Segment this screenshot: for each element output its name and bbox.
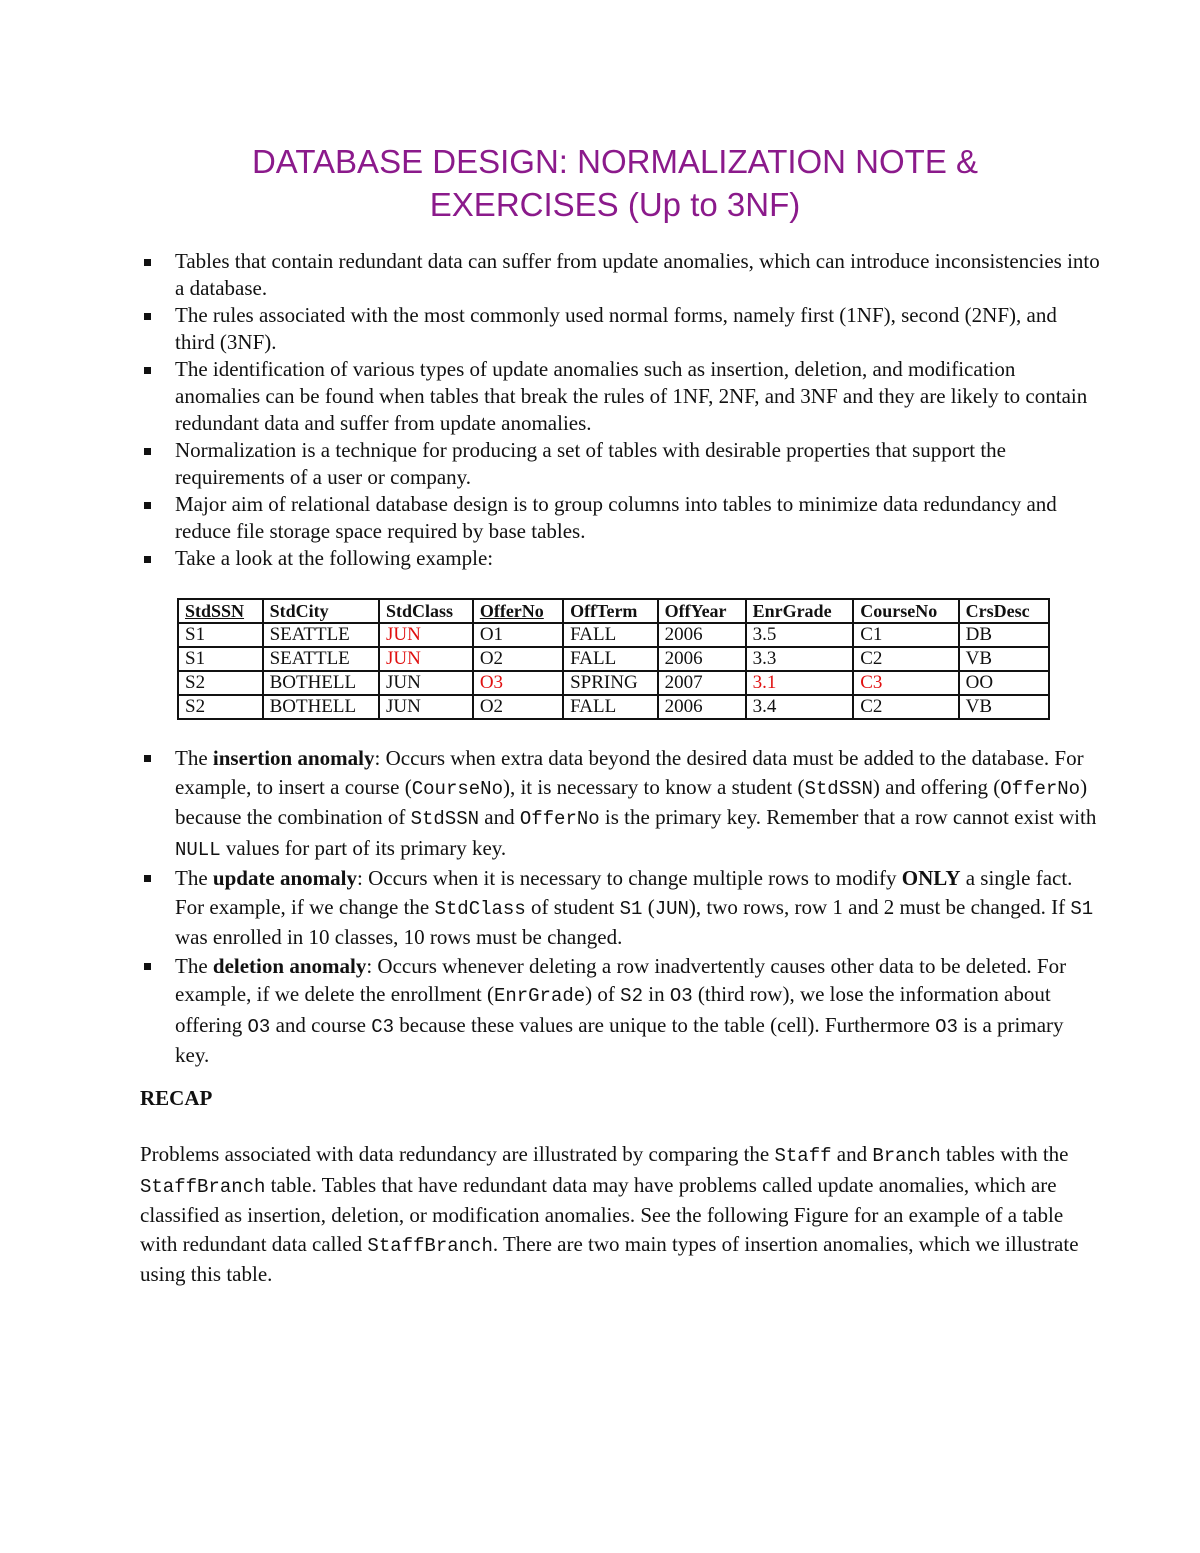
table-cell: SPRING: [563, 671, 657, 695]
table-cell: S1: [178, 623, 263, 647]
header-enrgrade: EnrGrade: [746, 599, 854, 623]
intro-bullet: [140, 302, 1100, 356]
bullet-square-icon: [144, 755, 151, 762]
table-cell: 2006: [658, 647, 746, 671]
table-cell: FALL: [563, 623, 657, 647]
table-cell: BOTHELL: [263, 695, 379, 719]
table-cell-highlighted: C3: [853, 671, 958, 695]
table-cell: 3.4: [746, 695, 854, 719]
bullet-text: Normalization is a technique for producing a set of tables with desirable properties that support the requirements of a user or company.: [175, 438, 1007, 489]
header-courseno: CourseNo: [853, 599, 958, 623]
bullet-text: Major aim of relational database design is to group columns into tables to minimize data redundancy and reduce file storage space required by base tables.: [175, 492, 1057, 543]
table-cell: C1: [853, 623, 958, 647]
table-cell: S1: [178, 647, 263, 671]
intro-bullet: [140, 491, 1100, 545]
header-stdssn: StdSSN: [178, 599, 263, 623]
table-cell: O2: [473, 647, 563, 671]
bullet-text: Take a look at the following example:: [175, 546, 494, 570]
table-cell: VB: [959, 695, 1049, 719]
bullet-square-icon: [144, 313, 151, 320]
table-cell: JUN: [379, 671, 473, 695]
table-cell: O2: [473, 695, 563, 719]
bullet-square-icon: [144, 963, 151, 970]
table-cell: FALL: [563, 647, 657, 671]
deletion-anomaly-bullet: The deletion anomaly: Occurs whenever deleting a row inadvertently causes other data to be deleted. For example, if we delete the enrollment (EnrGrade) of S2 in O3 (third row), we lose the information about offering O3 and course C3 because these values are unique to the table (cell). Furthermore O3 is a primary key.: [140, 952, 1100, 1070]
table-cell: SEATTLE: [263, 647, 379, 671]
table-cell: 2006: [658, 623, 746, 647]
table-cell: C2: [853, 647, 958, 671]
bullet-square-icon: [144, 448, 151, 455]
intro-bullet: [140, 437, 1100, 491]
table-cell-highlighted: O3: [473, 671, 563, 695]
table-cell: JUN: [379, 695, 473, 719]
table-cell: O1: [473, 623, 563, 647]
table-cell: S2: [178, 671, 263, 695]
intro-bullet-list: [140, 248, 1100, 572]
table-cell: OO: [959, 671, 1049, 695]
table-cell-highlighted: JUN: [379, 623, 473, 647]
title-line-2: EXERCISES (Up to 3NF): [429, 186, 801, 223]
update-anomaly-term: update anomaly: [212, 866, 358, 890]
bullet-square-icon: [144, 556, 151, 563]
bullet-square-icon: [144, 875, 151, 882]
table-cell: 3.3: [746, 647, 854, 671]
table-row: [178, 695, 1049, 719]
table-cell: C2: [853, 695, 958, 719]
bullet-square-icon: [144, 367, 151, 374]
bullet-square-icon: [144, 502, 151, 509]
bullet-square-icon: [144, 259, 151, 266]
header-offterm: OffTerm: [563, 599, 657, 623]
enrollment-table: [177, 598, 1050, 720]
bullet-text: The identification of various types of update anomalies such as insertion, deletion, and modification anomalies can be found when tables that break the rules of 1NF, 2NF, and 3NF and they are likely to contain redundant data and suffer from update anomalies.: [175, 357, 1088, 435]
table-row: [178, 671, 1049, 695]
anomaly-bullet-list: [140, 744, 1100, 1070]
header-offyear: OffYear: [658, 599, 746, 623]
bullet-text: The rules associated with the most commonly used normal forms, namely first (1NF), second (2NF), and third (3NF).: [175, 303, 1057, 354]
recap-heading: RECAP: [140, 1086, 213, 1110]
header-stdclass: StdClass: [379, 599, 473, 623]
header-offerno: OfferNo: [473, 599, 563, 623]
title-line-1: DATABASE DESIGN: NORMALIZATION NOTE &: [251, 143, 979, 180]
table-cell: BOTHELL: [263, 671, 379, 695]
update-anomaly-bullet: The update anomaly: Occurs when it is necessary to change multiple rows to modify ONLY a single fact. For example, if we change the StdClass of student S1 (JUN), two rows, row 1 and 2 must be changed. If S1 was enrolled in 10 classes, 10 rows must be changed.: [140, 864, 1100, 952]
table-cell: 2006: [658, 695, 746, 719]
table-cell-highlighted: 3.1: [746, 671, 854, 695]
table-cell-highlighted: JUN: [379, 647, 473, 671]
intro-bullet: [140, 356, 1100, 437]
header-crsdesc: CrsDesc: [959, 599, 1049, 623]
table-header-row: [178, 599, 1049, 623]
bullet-text: Tables that contain redundant data can suffer from update anomalies, which can introduce inconsistencies into a database.: [175, 249, 1100, 300]
table-row: [178, 647, 1049, 671]
intro-bullet: [140, 545, 1100, 572]
table-row: [178, 623, 1049, 647]
table-cell: DB: [959, 623, 1049, 647]
table-cell: S2: [178, 695, 263, 719]
table-cell: 3.5: [746, 623, 854, 647]
deletion-anomaly-term: deletion anomaly: [212, 953, 367, 978]
table-cell: 2007: [658, 671, 746, 695]
table-cell: VB: [959, 647, 1049, 671]
table-cell: FALL: [563, 695, 657, 719]
insertion-anomaly-bullet: The insertion anomaly: Occurs when extra data beyond the desired data must be added to the database. For example, to insert a course (CourseNo), it is necessary to know a student (StdSSN) and offering (OfferNo) because the combination of StdSSN and OfferNo is the primary key. Remember that a row cannot exist with NULL values for part of its primary key.: [140, 744, 1100, 864]
recap-paragraph: Problems associated with data redundancy are illustrated by comparing the Staff and Branch tables with the StaffBranch table. Tables that have redundant data may have problems called update anomalies, which are classified as insertion, deletion, or modification anomalies. See the following Figure for an example of a table with redundant data called StaffBranch. There are two main types of insertion anomalies, which we illustrate using this table.: [140, 1142, 1079, 1286]
intro-bullet: [140, 248, 1100, 302]
insertion-anomaly-term: insertion anomaly: [212, 746, 375, 770]
document-title: [140, 140, 1090, 226]
table-cell: SEATTLE: [263, 623, 379, 647]
header-stdcity: StdCity: [263, 599, 379, 623]
